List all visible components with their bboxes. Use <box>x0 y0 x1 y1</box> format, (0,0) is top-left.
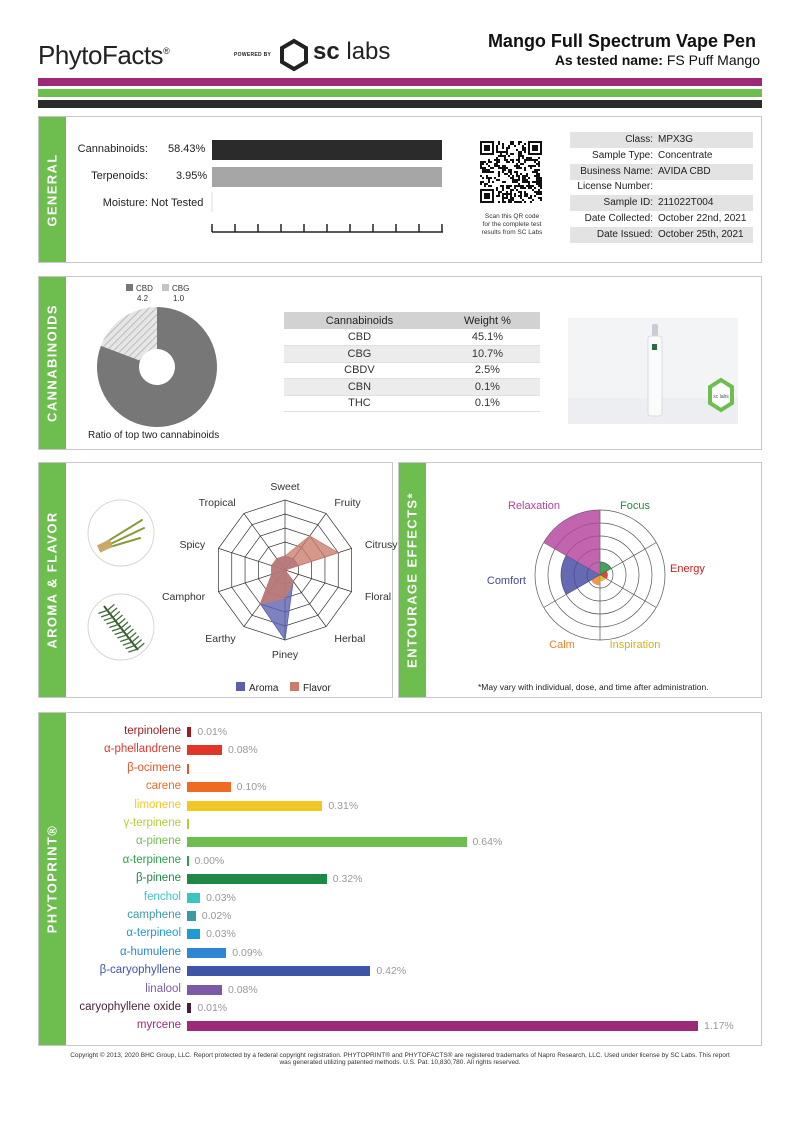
radar-label: Tropical <box>198 497 236 510</box>
entourage-tab: ENTOURAGE EFFECTS* <box>399 463 426 697</box>
info-value: October 25th, 2021 <box>658 228 744 240</box>
terpene-bar <box>187 727 191 737</box>
terpene-bar <box>187 801 322 811</box>
stripe-purple <box>38 78 762 86</box>
table-cell: THC <box>284 395 435 412</box>
radar-label: Spicy <box>179 539 206 552</box>
legend-flavor: Flavor <box>303 683 331 694</box>
phytoprint-tab: PHYTOPRINT® <box>39 713 66 1045</box>
terpene-value: 0.31% <box>328 799 359 812</box>
terpene-name: α-humulene <box>120 945 181 958</box>
info-key: Date Issued: <box>596 228 653 240</box>
legend-flavor-swatch <box>290 682 299 691</box>
svg-text:sc labs: sc labs <box>713 394 729 400</box>
product-photo <box>568 318 738 424</box>
terpene-bar <box>187 948 226 958</box>
table-header-weight: Weight % <box>435 312 540 329</box>
terpene-value: 0.03% <box>206 928 236 941</box>
terpene-name: β-ocimene <box>127 761 181 774</box>
copyright-footer: Copyright © 2013, 2020 BHC Group, LLC. Report protected by a federal copyright registration. PHYTOPRINT® and PHYTOFACTS® are registered trademarks of Napro Research, LLC. Used under license by SC Labs. This report was generated utilizing patented methods. U.S. Pat. 10,830,780. All rights reserved. <box>70 1052 730 1067</box>
entourage-note: *May vary with individual, dose, and time after administration. <box>478 682 709 692</box>
terpene-name: myrcene <box>136 1019 181 1032</box>
terpene-name: limonene <box>134 798 181 811</box>
terpene-value: 0.01% <box>197 1002 228 1014</box>
terpene-value: 0.08% <box>227 744 258 757</box>
radar-label: Earthy <box>205 632 236 645</box>
cannabinoids-label: Cannabinoids: <box>77 143 148 155</box>
moisture-label: Moisture: <box>102 197 148 209</box>
terpene-bar <box>187 745 222 755</box>
aroma-flavor-radar <box>161 478 400 668</box>
table-cell: CBD <box>284 329 435 346</box>
table-cell: 45.1% <box>435 329 540 346</box>
legend-aroma-swatch <box>236 682 245 691</box>
stripe-green <box>38 89 762 97</box>
info-row <box>570 132 753 148</box>
terpene-name: terpinolene <box>124 725 181 737</box>
table-cell: 2.5% <box>435 362 540 379</box>
effect-label: Relaxation <box>508 500 560 512</box>
effect-label: Energy <box>670 563 705 575</box>
entourage-effects-chart <box>470 490 740 660</box>
terpene-name: α-terpineol <box>126 927 181 940</box>
table-row <box>284 379 540 396</box>
table-row <box>284 362 540 379</box>
tested-name: As tested name: FS Puff Mango <box>554 52 760 68</box>
terpene-name: fenchol <box>143 890 181 903</box>
info-key: Business Name: <box>580 165 653 177</box>
pine-branch-icon <box>86 592 156 662</box>
terpenoids-value: 3.95% <box>176 170 208 182</box>
legend-cbg-value: 1.0 <box>173 294 185 303</box>
terpene-bar <box>187 929 200 939</box>
terpene-name: β-caryophyllene <box>99 964 181 977</box>
sc-labs-hexagon-icon <box>280 40 308 70</box>
terpenoids-label: Terpenoids: <box>91 170 148 182</box>
terpene-value: 0.32% <box>332 873 363 886</box>
radar-label: Citrusy <box>364 539 398 552</box>
cannabinoids-bar <box>212 140 442 160</box>
terpene-bar <box>187 764 189 774</box>
table-header-cannabinoids: Cannabinoids <box>284 312 435 329</box>
info-key: Class: <box>625 134 653 145</box>
info-row <box>570 227 753 243</box>
general-tab: GENERAL <box>39 117 66 262</box>
table-row <box>284 329 540 346</box>
terpene-name: α-terpinene <box>122 853 181 866</box>
effect-label: Inspiration <box>609 639 661 651</box>
info-key: Sample Type: <box>592 149 653 161</box>
terpene-name: α-phellandrene <box>104 743 181 756</box>
info-value: 211022T004 <box>658 197 714 209</box>
terpene-bar <box>187 819 189 829</box>
terpene-name: α-pinene <box>135 835 181 848</box>
legend-cbg-swatch <box>162 284 169 291</box>
terpene-bar <box>187 893 200 903</box>
info-key: License Number: <box>577 181 653 193</box>
stripe-black <box>38 100 762 108</box>
terpene-value: 0.02% <box>201 910 232 922</box>
radar-label: Herbal <box>334 632 366 645</box>
terpene-value: 0.10% <box>236 781 267 794</box>
terpene-bar <box>187 966 370 976</box>
terpene-bar <box>187 837 467 847</box>
effect-label: Focus <box>620 500 650 512</box>
legend-aroma: Aroma <box>249 683 279 694</box>
terpene-bar <box>187 911 196 921</box>
donut-caption: Ratio of top two cannabinoids <box>88 430 220 441</box>
terpene-bar <box>187 782 231 792</box>
lemongrass-icon <box>86 498 156 568</box>
info-value: AVIDA CBD <box>658 165 711 177</box>
cannabinoid-ratio-donut <box>95 305 219 429</box>
legend-cbd-swatch <box>126 284 133 291</box>
general-scale-axis <box>208 192 448 236</box>
table-row <box>284 395 540 412</box>
qr-caption: Scan this QR code for the complete test results from SC Labs <box>481 213 543 236</box>
terpene-value: 0.09% <box>232 946 263 959</box>
effect-label: Comfort <box>486 575 526 587</box>
info-key: Date Collected: <box>584 213 653 224</box>
info-row <box>570 148 753 164</box>
info-row <box>570 164 753 180</box>
effect-label: Calm <box>549 639 575 651</box>
terpene-bar <box>187 1021 698 1031</box>
legend-cbg-name: CBG <box>172 284 190 293</box>
terpene-bar <box>187 985 222 995</box>
terpene-value: 0.64% <box>472 836 503 849</box>
terpenoids-bar <box>212 167 442 187</box>
terpene-value: 0.03% <box>206 891 236 904</box>
radar-label: Floral <box>364 590 392 603</box>
table-cell: 0.1% <box>435 395 540 412</box>
info-row <box>570 211 753 227</box>
terpene-bar <box>187 874 327 884</box>
terpene-value: 0.42% <box>376 965 407 978</box>
terpene-name: caryophyllene oxide <box>79 1001 181 1013</box>
terpene-name: carene <box>145 780 181 793</box>
info-value: Concentrate <box>658 149 713 161</box>
qr-code-icon[interactable] <box>480 141 542 203</box>
terpene-name: β-pinene <box>136 872 181 885</box>
radar-label: Sweet <box>270 481 300 493</box>
terpene-name: camphene <box>127 909 181 921</box>
donut-legend <box>120 282 210 304</box>
info-key: Sample ID: <box>603 197 653 209</box>
lab-logo-text: sc labs <box>313 38 391 65</box>
terpene-value: 0.00% <box>194 854 225 867</box>
info-row <box>570 195 753 211</box>
table-cell: CBDV <box>284 362 435 379</box>
info-value: October 22nd, 2021 <box>658 213 747 224</box>
table-cell: CBG <box>284 346 435 363</box>
brand-logo: PhytoFacts® <box>38 40 170 70</box>
table-row <box>284 346 540 363</box>
terpene-name: γ-terpinene <box>123 817 181 829</box>
terpene-bar <box>187 1003 191 1013</box>
product-title: Mango Full Spectrum Vape Pen <box>487 31 756 51</box>
terpene-bar <box>187 856 189 866</box>
aroma-tab: AROMA & FLAVOR <box>39 463 66 697</box>
terpene-value: 0.08% <box>227 983 258 996</box>
radar-label: Camphor <box>161 590 206 603</box>
radar-label: Fruity <box>334 497 361 510</box>
info-row <box>570 179 753 195</box>
table-cell: 10.7% <box>435 346 540 363</box>
terpene-name: linalool <box>145 982 181 995</box>
moisture-value: Not Tested <box>151 197 204 209</box>
radar-legend <box>236 680 346 694</box>
cannabinoids-tab: CANNABINOIDS <box>39 277 66 449</box>
legend-cbd-name: CBD <box>136 284 153 293</box>
table-cell: 0.1% <box>435 379 540 396</box>
cannabinoids-value: 58.43% <box>168 143 206 155</box>
radar-label: Piney <box>271 649 299 661</box>
legend-cbd-value: 4.2 <box>137 294 149 303</box>
cannabinoid-weight-table <box>284 312 540 412</box>
info-value: MPX3G <box>658 134 694 145</box>
terpene-value: 1.17% <box>704 1020 734 1033</box>
powered-by-label: POWERED BY <box>234 52 272 58</box>
table-cell: CBN <box>284 379 435 396</box>
terpene-value: 0.01% <box>197 726 228 738</box>
